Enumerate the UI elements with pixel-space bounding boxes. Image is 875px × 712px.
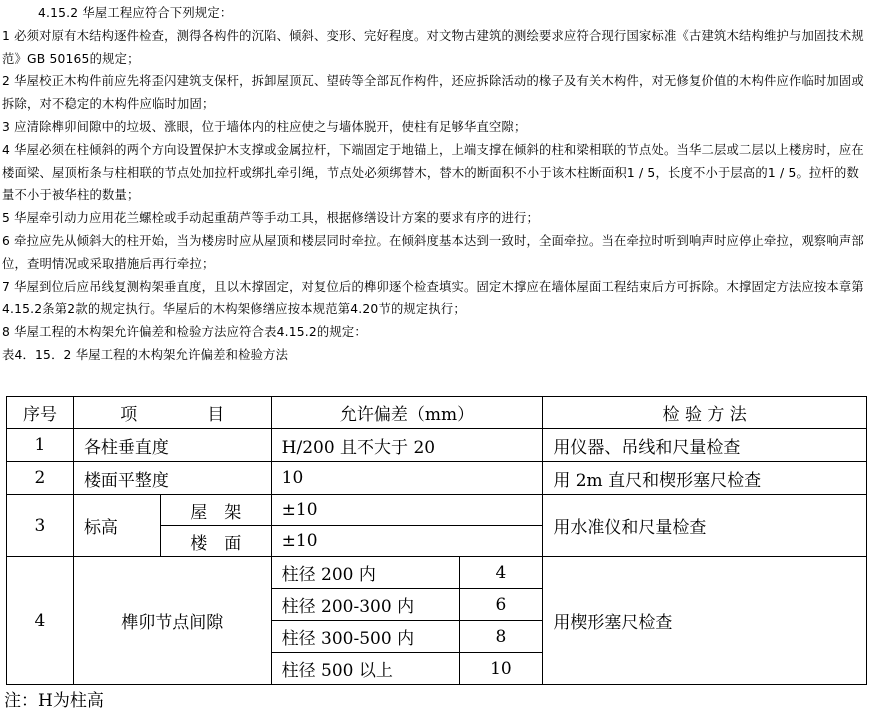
row-value: 8 [459,621,543,653]
row-tolerance: ±10 [271,526,543,557]
header-method: 检 验 方 法 [543,397,867,429]
row-no: 3 [7,495,74,557]
tolerance-table [6,396,867,685]
row-item: 楼面平整度 [73,462,271,495]
clause-3: 3 应清除榫卯间隙中的垃圾、涨眼，位于墙体内的柱应使之与墙体脱开，使柱有足够华直空隙； [2,119,527,134]
header-item-a: 项 [120,405,138,425]
row-subitem: 柱径 300-500 内 [271,621,459,653]
row-no: 2 [7,462,74,495]
row-no: 4 [7,557,74,685]
clause-1: 1 必须对原有木结构逐件检查，测得各构件的沉陷、倾斜、变形、完好程度。对文物古建筑的测绘要求应符合现行国家标准《古建筑木结构维护与加固技术规范》GB 50165的规定； [2,28,864,66]
row-subitem: 柱径 200 内 [271,557,459,589]
row-subitem: 屋 架 [160,495,271,526]
table-header-row [7,397,867,429]
row-subitem: 楼 面 [160,526,271,557]
clause-6: 6 牵拉应先从倾斜大的柱开始，当为楼房时应从屋顶和楼层同时牵拉。在倾斜度基本达到一致时，全面牵拉。当在牵拉时听到响声时应停止牵拉，观察响声部位，查明情况或采取措施后再行牵拉； [2,233,864,271]
row-subitem: 柱径 500 以上 [271,653,459,685]
row-tolerance: 10 [271,462,543,495]
table-caption: 表4．15．2 华屋工程的木构架允许偏差和检验方法 [2,347,289,362]
table-note: 注：H为柱高 [4,691,104,711]
table-row [7,429,867,462]
table-row [7,462,867,495]
row-value: 6 [459,589,543,621]
clause-2: 2 华屋校正木构件前应先将歪闪建筑支保杆，拆卸屋顶瓦、望砖等全部瓦作构件，还应拆除活动的椽子及有关木构件，对无修复价值的木构件应作临时加固或拆除，对不稳定的木构件应临时加固； [2,74,864,112]
row-subitem: 柱径 200-300 内 [271,589,459,621]
clause-7: 7 华屋到位后应吊线复测构架垂直度，且以木撑固定，对复位后的榫卯逐个检查填实。固定木撑应在墙体屋面工程结束后方可拆除。木撑固定方法应按本章第4.15.2条第2款的规定执行。华屋后的木构架修缮应按本规范第4.20节的规定执行； [2,279,864,317]
row-method: 用水准仪和尺量检查 [543,495,867,557]
header-item-b: 目 [207,405,225,425]
row-tolerance: ±10 [271,495,543,526]
clause-5: 5 华屋牵引动力应用花兰螺栓或手动起重葫芦等手动工具，根据修缮设计方案的要求有序的进行； [2,211,540,226]
header-no: 序号 [7,397,74,429]
row-no: 1 [7,429,74,462]
clause-4: 4 华屋必须在柱倾斜的两个方向设置保护木支撑或金属拉杆，下端固定于地锚上，上端支撑在倾斜的柱和梁相联的节点处。当华二层或二层以上楼房时，应在楼面梁、屋顶桁条与柱相联的节点处加拉杆或绑扎牵引绳，节点处必须绑替木，替木的断面积不小于该木柱断面积1 / 5，长度不小于层高的1 / 5。拉杆的数量不小于被华柱的数量； [2,142,864,203]
row-method: 用 2m 直尺和楔形塞尺检查 [543,462,867,495]
clause-8: 8 华屋工程的木构架允许偏差和检验方法应符合表4.15.2的规定： [2,325,367,340]
row-value: 10 [459,653,543,685]
row-item: 标高 [73,495,160,557]
row-value: 4 [459,557,543,589]
table-row [7,495,867,526]
table-row [7,557,867,589]
row-tolerance: H/200 且不大于 20 [271,429,543,462]
header-item [73,397,271,429]
row-item: 榫卯节点间隙 [73,557,271,685]
row-item: 各柱垂直度 [73,429,271,462]
spec-text [0,2,875,367]
section-title: 4.15.2 华屋工程应符合下列规定： [38,6,233,20]
header-tolerance: 允许偏差（mm） [271,397,543,429]
row-method: 用仪器、吊线和尺量检查 [543,429,867,462]
row-method: 用楔形塞尺检查 [543,557,867,685]
